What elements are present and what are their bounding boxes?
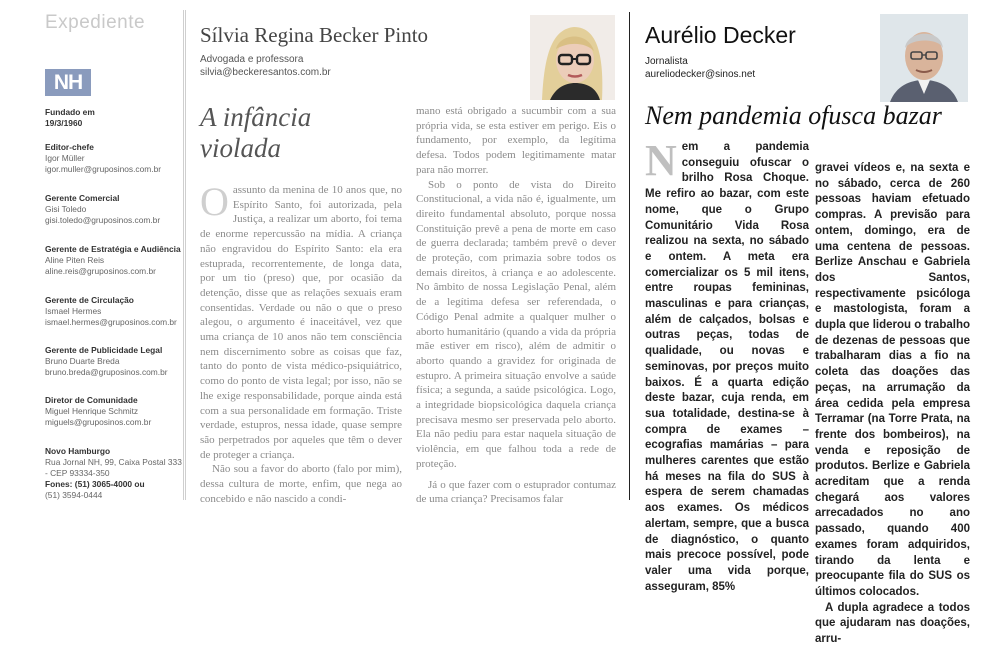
staff-email[interactable]: igor.muller@gruposinos.com.br: [45, 164, 162, 174]
address-street: Rua Jornal NH, 99, Caixa Postal 333: [45, 457, 182, 467]
headline-line: A infância: [200, 102, 312, 132]
staff-name: Gisi Toledo: [45, 204, 87, 214]
paragraph: Não sou a favor do aborto (falo por mim), dessa cultura de morte, enfim, que nega ao concebido e não nascido a condi-: [200, 463, 402, 505]
founded-label: Fundado em: [45, 107, 95, 117]
staff-name: Ismael Hermes: [45, 306, 102, 316]
staff-role: Gerente Comercial: [45, 193, 120, 203]
headline: [200, 102, 311, 164]
staff-role: Editor-chefe: [45, 142, 94, 152]
address-city: Novo Hamburgo: [45, 446, 111, 456]
staff-entry: [45, 295, 177, 328]
staff-email[interactable]: aline.reis@gruposinos.com.br: [45, 266, 156, 276]
author-portrait-illustration: [530, 15, 615, 100]
staff-email[interactable]: ismael.hermes@gruposinos.com.br: [45, 317, 177, 327]
staff-entry: [45, 193, 160, 226]
staff-entry: [45, 244, 181, 277]
staff-email[interactable]: bruno.breda@gruposinos.com.br: [45, 367, 168, 377]
paragraph: A dupla agradece a todos que ajudaram nas doações, arru-: [815, 601, 970, 646]
paragraph: assunto da menina de 10 anos que, no Espírito Santo, foi autorizada, pela Justiça, a realizar um aborto, foi tema de enorme repercussão na mídia. A criança não engravidou do Espírito Santo: ela era estuprada, recorrentemente, de longa data, por um tio (preso) que, por ocasião da detenção, disse que as relações sexuais eram consentidas. Verdade ou não o que o preso alegou, o argumento é inaceitável, vez que uma criança de 10 anos não tem consciência nem discernimento sobre as coisas que faz, tanto do ponto de vista médico-psiquiátrico, como do ponto de vista legal; por isso, não se lhe exige responsabilidade, porque ainda está com a sua personalidade em formação. Triste verdade, estupros, nessa idade, quase sempre são perpetrados por aqueles que têm o dever de proteger a criança.: [200, 184, 402, 461]
expediente-title: Expediente: [45, 12, 146, 33]
staff-role: Gerente de Publicidade Legal: [45, 345, 163, 355]
author-name: Aurélio Decker: [645, 22, 796, 48]
column-separator: [183, 10, 184, 500]
staff-email[interactable]: miguels@gruposinos.com.br: [45, 417, 152, 427]
author-role: Jornalista: [645, 56, 688, 67]
headline-line: violada: [200, 133, 281, 163]
address-cep: - CEP 93334-350: [45, 468, 110, 478]
staff-name: Miguel Henrique Schmitz: [45, 406, 139, 416]
staff-name: Aline Piten Reis: [45, 255, 105, 265]
author-photo: [880, 14, 968, 102]
author-portrait-illustration: [880, 14, 968, 102]
drop-cap: O: [200, 179, 229, 224]
drop-cap: N: [645, 136, 677, 185]
paragraph: em a pandemia conseguiu ofuscar o brilho Rosa Choque. Me refiro ao bazar, com este nome, que o Grupo Comunitário Vida Rosa realizou na sexta, no sábado e ontem. A meta era comercializar os 5 mil itens, entre roupas femininas, masculinas e para crianças, além de calçados, bolsas e outras peças, todas de qualidade, ou novas e seminovas, por preços muito baixos. É a quarta edição deste bazar, cuja renda, em sua totalidade, destina-se à compra de exames – ecografias mamárias – para mulheres carentes que estão há meses na fila do SUS à espera de serem chamadas aos exames. Os médicos alertam, sempre, que a busca de diagnóstico, o quanto mais precoce possível, pode valer uma vida porque, asseguram, 85%: [645, 141, 809, 593]
staff-entry: [45, 395, 151, 428]
nh-logo: NH: [45, 69, 91, 96]
article-body-column: [815, 161, 970, 646]
address-phones: Fones: (51) 3065-4000 ou: [45, 479, 145, 489]
staff-name: Bruno Duarte Breda: [45, 356, 120, 366]
article-body-column: [645, 136, 809, 593]
paragraph: mano está obrigado a sucumbir com a sua própria vida, se esta estiver em perigo. Eis o fundamento, por exemplo, da legítima defesa. Todos podem legitimamente matar para não morrer.: [416, 105, 616, 176]
column-separator: [185, 10, 186, 500]
founded-date: 19/3/1960: [45, 118, 83, 128]
staff-entry: [45, 345, 168, 378]
author-email[interactable]: silvia@beckeresantos.com.br: [200, 67, 331, 78]
article-body-column: [200, 179, 402, 505]
staff-email[interactable]: gisi.toledo@gruposinos.com.br: [45, 215, 161, 225]
author-name: Sílvia Regina Becker Pinto: [200, 23, 429, 47]
staff-role: Gerente de Circulação: [45, 295, 134, 305]
article-separator: [629, 12, 630, 500]
paragraph: Já o que fazer com o estuprador contumaz de uma criança? Precisamos falar: [416, 478, 616, 506]
staff-role: Gerente de Estratégia e Audiência: [45, 244, 181, 254]
author-email[interactable]: aureliodecker@sinos.net: [645, 69, 756, 80]
article-body-column: [416, 104, 616, 506]
staff-name: Igor Müller: [45, 153, 85, 163]
address-phones-2: (51) 3594-0444: [45, 490, 103, 500]
author-role: Advogada e professora: [200, 54, 304, 65]
staff-entry: [45, 142, 161, 175]
staff-role: Diretor de Comunidade: [45, 395, 138, 405]
paragraph: Sob o ponto de vista do Direito Constitucional, a vida não é, igualmente, um direito fundamental absoluto, porque nossa Constituição prevê a pena de morte em caso de guerra declarada; também prevê o dever de proteção, com primazia sobre todos os demais direitos, à criança e ao adolescente. No âmbito de nossa Legislação Penal, além de a legítima defesa ser referendada, o Código Penal admite a qualquer mulher o aborto humanitário (quando a vida da própria mãe estiver em risco), além de admitir o aborto quando a gravidez for originada de estupro. A primeira situação envolve a saúde física; a segunda, a saúde psicológica. Logo, a integridade biopsicológica daquela criança precisava mesmo ser preservada pelo aborto. Ela não pediu para estar naquela situação de violência, em que falhou toda a rede de proteção.: [416, 178, 616, 470]
paragraph: gravei vídeos e, na sexta e no sábado, cerca de 260 pessoas haviam efetuado compras. A previsão para ontem, domingo, era de uma centena de pessoas. Berlize Anschau e Gabriela dos Santos, respectivamente psicóloga e mastologista, foram a dupla que liderou o trabalho de dezenas de pessoas que trabalharam dias a fio na coleta das doações das peças, na arrumação da área cedida pela empresa Terramar (na Torre Prata, na frente dos bombeiros), na venda e reposição de produtos. Berlize e Gabriela acreditam que a renda chegará aos valores arrecadados no ano passado, quando 400 exames foram adquiridos, tirando da lenta e preocupante fila do SUS os últimos colocados.: [815, 162, 970, 598]
address-block: [45, 446, 182, 501]
author-photo: [530, 15, 615, 100]
founded-block: [45, 107, 95, 129]
expediente-column: [0, 0, 182, 500]
headline: Nem pandemia ofusca bazar: [645, 101, 942, 130]
